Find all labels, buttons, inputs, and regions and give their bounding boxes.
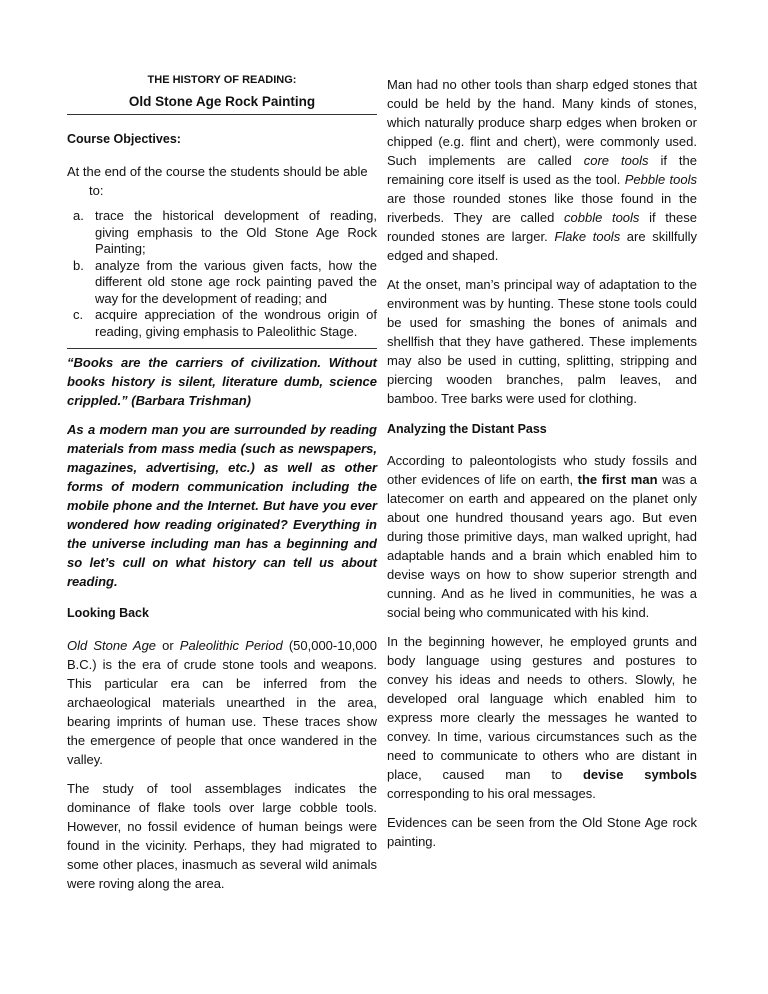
objective-marker: b. [73,257,84,273]
looking-back-paragraph-1-text: (50,000-10,000 B.C.) is the era of crude stone tools and weapons. This particular era can be inferred from the archaeological materials unearthed in the area, bearing imprints of human use. These traces show the emergence of people that once wandered in the valley. [67,638,378,767]
tools-text-a: Man had no other tools than sharp edged stones that could be held by the hand. Many kinds of stones, which naturally produce sharp edges when broken or chipped (e.g. flint and chert), were commonly used. Such implements are called [387,77,697,168]
objective-text: trace the historical development of reading, giving emphasis to the Old Stone Age Rock Painting; [95,208,377,256]
connector-text: or [156,638,180,653]
looking-back-paragraph-1 [67,636,377,769]
term-cobble-tools: cobble tools [564,210,640,225]
term-flake-tools: Flake tools [554,229,621,244]
communication-text-a: In the beginning however, he employed grunts and body language using gestures and postures to convey his ideas and needs to others. Slowly, he developed oral language which enabled him to express more clearly the messages he wanted to convey. In time, various circumstances such as the need to communicate to others who are distant in place, caused man to [387,634,697,782]
tools-text-b: if the remaining core itself is used as the tool. [387,153,697,187]
tools-text-d: if these rounded stones are larger. [387,210,697,244]
first-man-paragraph [387,451,697,622]
term-old-stone-age: Old Stone Age [67,638,157,653]
term-core-tools: core tools [583,153,649,168]
tools-paragraph [387,75,697,265]
term-paleolithic-period: Paleolithic Period [179,638,283,653]
term-devise-symbols: devise symbols [582,767,697,782]
objective-text: analyze from the various given facts, how the different old stone age rock painting paved the way for the development of reading; and [95,257,377,306]
intro-paragraph: As a modern man you are surrounded by reading materials from mass media (such as newspapers, magazines, advertising, etc.) as well as other forms of modern communication including the mobile phone and the Internet. But have you ever wondered how reading originated? Everything in the universe including man has a beginning and so let’s cull on what history can tell us about reading. [67,422,377,589]
term-pebble-tools: Pebble tools [624,172,697,187]
analyzing-heading: Analyzing the Distant Pass [387,422,547,436]
objective-item [67,307,377,340]
objective-item [67,258,377,308]
objective-text: acquire appreciation of the wondrous origin of reading, giving emphasis to Paleolithic Stage. [95,307,377,339]
first-man-text-a: According to paleontologists who study fossils and other evidences of life on earth, [387,453,697,487]
term-first-man: the first man [577,472,658,487]
hunting-paragraph: At the onset, man’s principal way of adaptation to the environment was by hunting. These stone tools could be used for smashing the bones of animals and shellfish that they have gathered. These implements may also be used in cutting, splitting, stripping and piercing wooden branches, palm leaves, and bamboo. Tree barks were used for clothing. [387,277,697,406]
objective-marker: a. [73,208,84,223]
objectives-intro-line2: to: [89,183,104,198]
right-column [387,75,697,851]
communication-text-b: corresponding to his oral messages. [387,786,596,801]
evidences-paragraph: Evidences can be seen from the Old Stone Age rock painting. [387,815,697,849]
objective-item [67,208,377,258]
objectives-intro-line1: At the end of the course the students should be able [67,164,368,179]
looking-back-paragraph-2: The study of tool assemblages indicates the dominance of flake tools over large cobble tools. However, no fossil evidence of human beings were found in the vicinity. Perhaps, they had migrated to some other places, inasmuch as several wild animals were roving along the area. [67,781,377,891]
document-subtitle: THE HISTORY OF READING: [147,74,297,86]
objective-marker: c. [73,307,84,322]
first-man-text-b: was a latecomer on earth and appeared on the planet only about one hundred thousand years ago. But even during those primitive days, man walked upright, had adaptable hands and a brain which enabled him to devise ways on how to show superior strength and cunning. And as he lived in communities, he was a social being who communicated with his kind. [387,472,697,620]
quote: “Books are the carriers of civilization. Without books history is silent, literature dumb, science crippled.” (Barbara Trishman) [67,348,377,410]
document-title: Old Stone Age Rock Painting [67,92,377,115]
left-column [67,72,377,893]
objectives-intro [67,162,377,200]
communication-paragraph [387,632,697,803]
looking-back-heading: Looking Back [67,606,149,620]
objectives-heading: Course Objectives: [67,132,181,146]
tools-text-e: are skillfully edged and shaped. [387,229,697,263]
objectives-list [67,208,377,340]
tools-text-c: are those rounded stones like those found in the riverbeds. They are called [387,191,697,225]
